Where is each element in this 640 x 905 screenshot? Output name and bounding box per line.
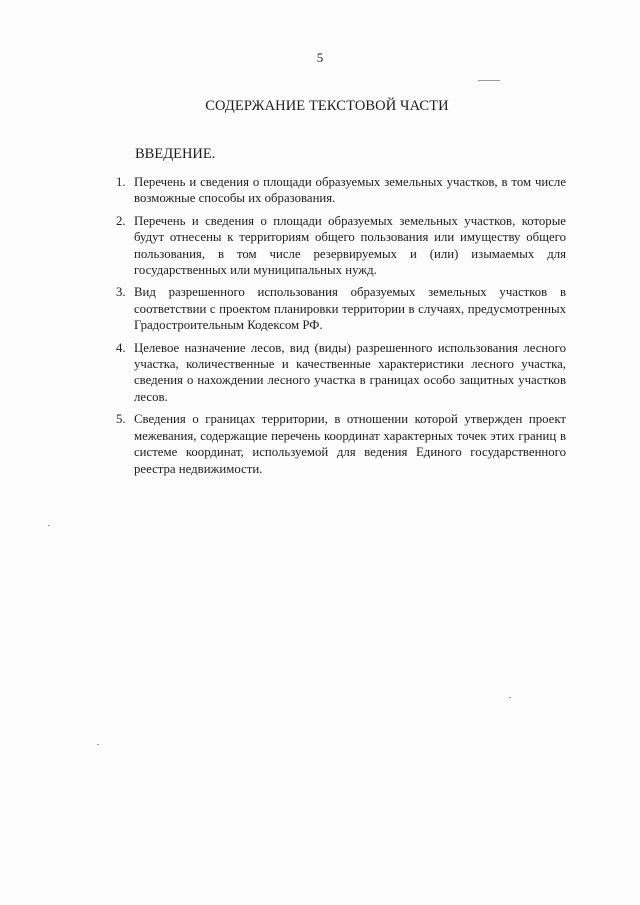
toc-item-number: 3.	[116, 285, 126, 300]
toc-item-number: 1.	[116, 175, 126, 189]
toc-list	[116, 174, 566, 483]
toc-item-text: Сведения о границах территории, в отношении которой утвержден проект межевания, содержащие перечень координат характерных точек этих границ в системе координат, используемой для ведения Единого государственного реестра недвижимости.	[134, 412, 566, 476]
section-introduction: ВВЕДЕНИЕ.	[135, 146, 216, 162]
toc-item	[116, 284, 566, 333]
toc-item-text: Вид разрешенного использования образуемых земельных участков в соответствии с проектом планировки территории в случаях, предусмотренных Градостроительным Кодексом РФ.	[134, 285, 566, 333]
scan-mark	[97, 744, 99, 745]
page-title: СОДЕРЖАНИЕ ТЕКСТОВОЙ ЧАСТИ	[205, 98, 449, 114]
toc-item-number: 2.	[116, 213, 126, 228]
scan-mark	[509, 697, 511, 698]
toc-item	[116, 340, 566, 406]
toc-item-text: Перечень и сведения о площади образуемых земельных участков, в том числе возможные способы их образования.	[134, 175, 566, 206]
page-number: 5	[316, 50, 324, 65]
toc-item	[116, 213, 566, 279]
toc-item-number: 5.	[116, 412, 126, 427]
scan-mark	[48, 525, 50, 526]
toc-item	[116, 174, 566, 207]
toc-item	[116, 411, 566, 477]
toc-item-text: Целевое назначение лесов, вид (виды) разрешенного использования лесного участка, количественные и качественные характеристики лесного участка, сведения о нахождении лесного участка в границах особо защитных участков лесов.	[134, 340, 566, 404]
toc-item-number: 4.	[116, 340, 126, 355]
scan-mark	[478, 80, 500, 81]
toc-item-text: Перечень и сведения о площади образуемых земельных участков, которые будут отнесены к территориям общего пользования или имуществу общего пользования, в том числе резервируемых и (или) изымаемых для государственных или муниципальных нужд.	[134, 213, 566, 278]
